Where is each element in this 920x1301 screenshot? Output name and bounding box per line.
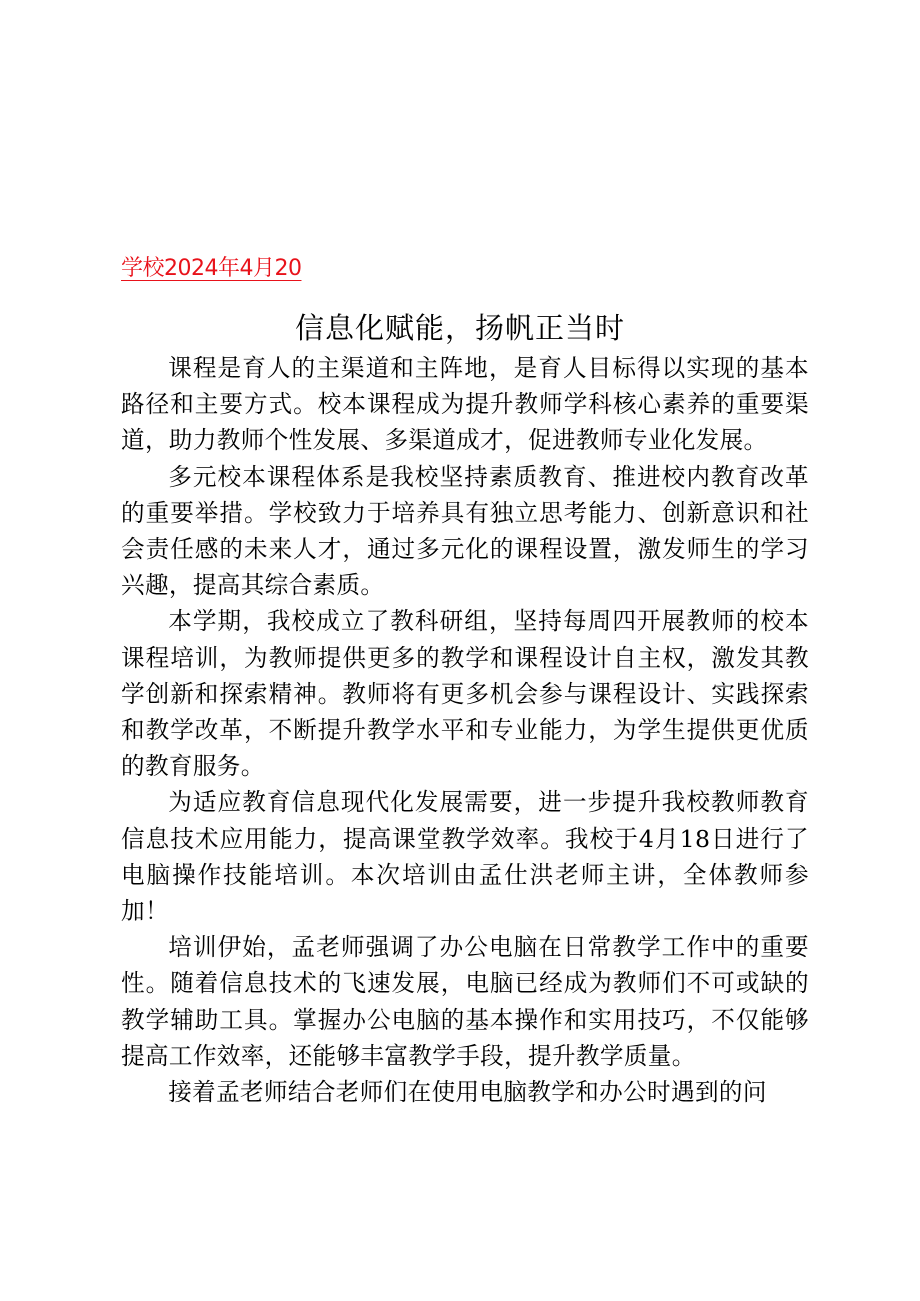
paragraph-3: 本学期，我校成立了教科研组，坚持每周四开展教师的校本课程培训，为教师提供更多的教学和课程设计自主权，激发其教学创新和探索精神。教师将有更多机会参与课程设计、实践探索和教学改革，不断提升教学水平和专业能力，为学生提供更优质的教育服务。	[121, 607, 809, 781]
paragraph-5: 培训伊始，孟老师强调了办公电脑在日常教学工作中的重要性。随着信息技术的飞速发展，电脑已经成为教师们不可或缺的教学辅助工具。掌握办公电脑的基本操作和实用技巧，不仅能够提高工作效率，还能够丰富教学手段，提升教学质量。	[121, 933, 809, 1070]
paragraph-2: 多元校本课程体系是我校坚持素质教育、推进校内教育改革的重要举措。学校致力于培养具有独立思考能力、创新意识和社会责任感的未来人才，通过多元化的课程设置，激发师生的学习兴趣，提高其综合素质。	[121, 462, 809, 600]
date-header-text: 学校2024年4月20	[121, 256, 302, 281]
article-body	[121, 350, 809, 1110]
paragraph-1: 课程是育人的主渠道和主阵地，是育人目标得以实现的基本路径和主要方式。校本课程成为提升教师学科核心素养的重要渠道，助力教师个性发展、多渠道成才，促进教师专业化发展。	[121, 354, 809, 455]
paragraph-4: 为适应教育信息现代化发展需要，进一步提升我校教师教育信息技术应用能力，提高课堂教学效率。我校于4月18日进行了电脑操作技能培训。本次培训由孟仕洪老师主讲，全体教师参加！	[121, 788, 809, 926]
article-title: 信息化赋能，扬帆正当时	[294, 311, 625, 345]
paragraph-6: 接着孟老师结合老师们在使用电脑教学和办公时遇到的问	[168, 1078, 767, 1107]
date-header	[121, 254, 301, 284]
